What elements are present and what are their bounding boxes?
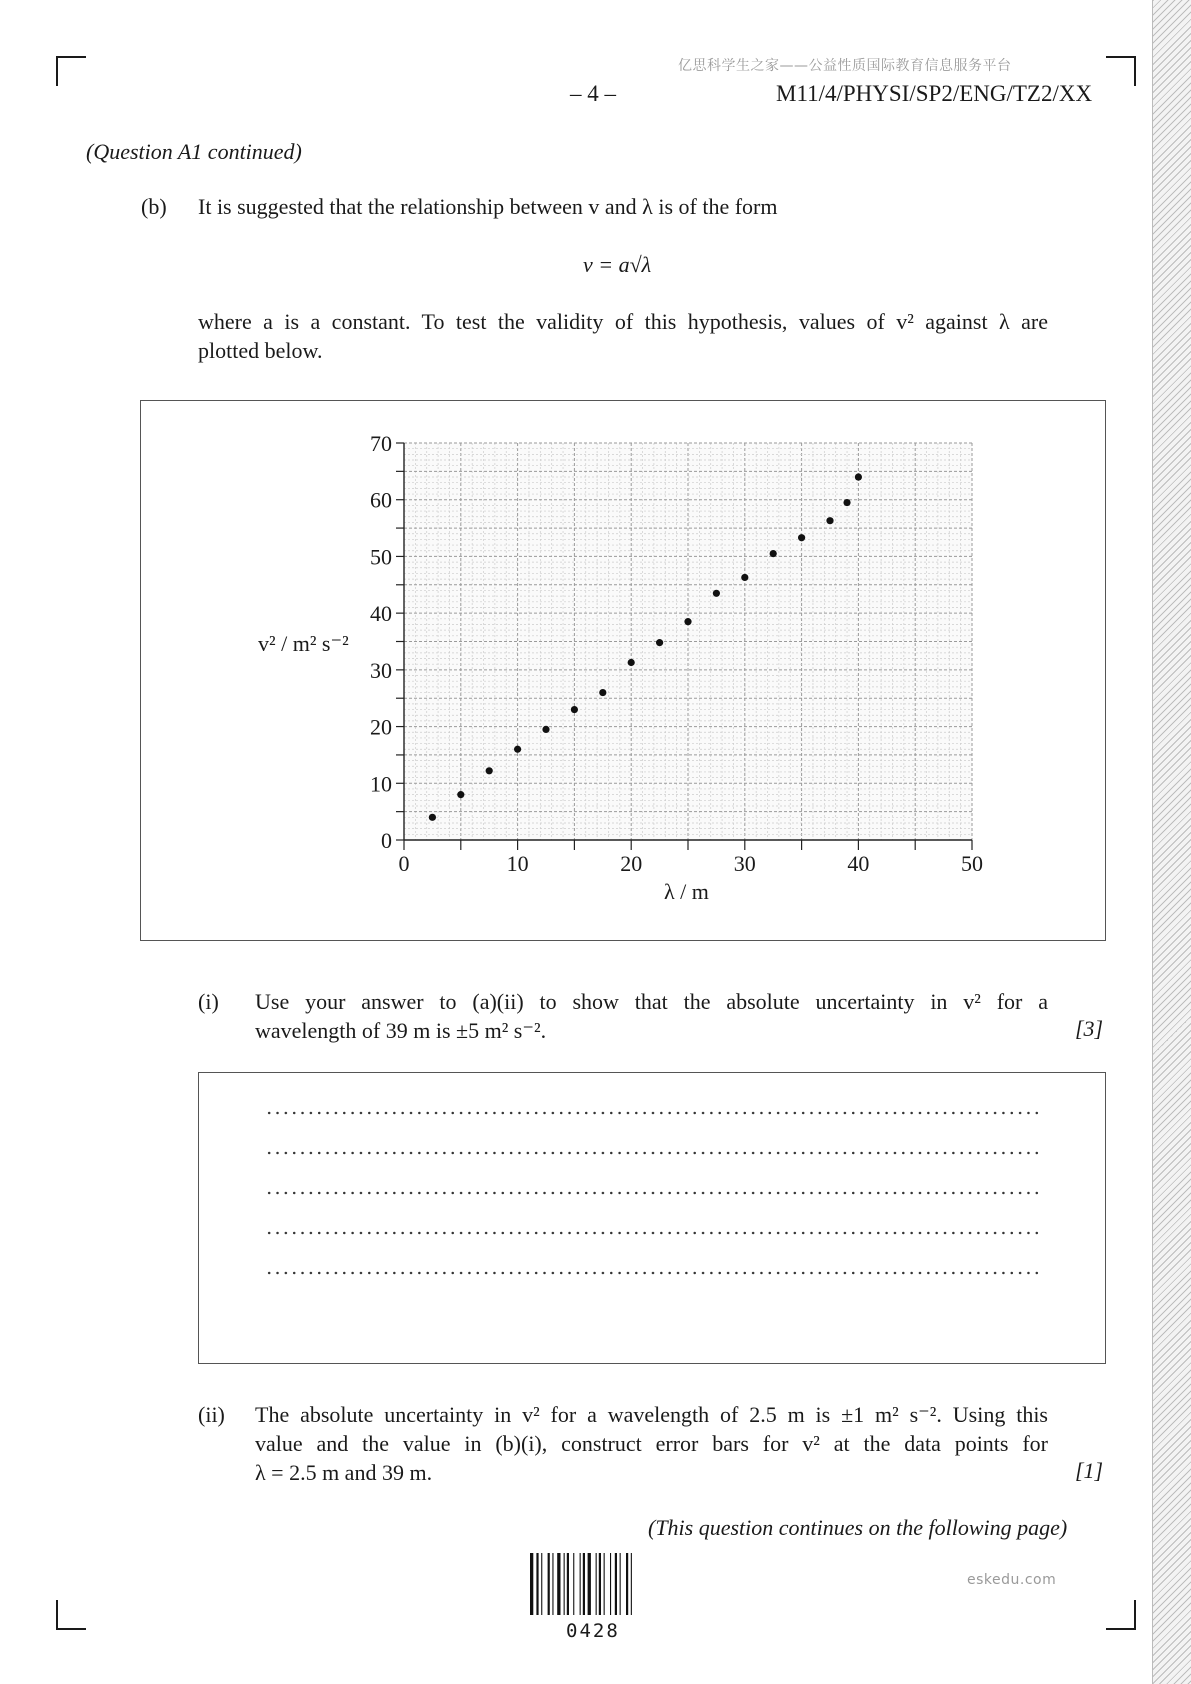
barcode-bar — [615, 1553, 617, 1615]
chart-grid — [404, 443, 972, 840]
data-point — [656, 639, 663, 646]
data-point — [486, 767, 493, 774]
data-point — [770, 550, 777, 557]
answer-line-5[interactable] — [265, 1270, 1040, 1276]
question-continued-label: (Question A1 continued) — [86, 139, 302, 164]
barcode-bar — [631, 1553, 632, 1615]
x-tick-label: 50 — [961, 851, 983, 876]
footer-site: eskedu.com — [967, 1572, 1057, 1588]
barcode-bar — [573, 1553, 574, 1615]
x-tick-label: 10 — [506, 851, 529, 876]
data-point — [628, 659, 635, 666]
barcode-bar — [564, 1553, 565, 1615]
barcode-bar — [552, 1553, 553, 1615]
data-point — [843, 499, 850, 506]
answer-line-4[interactable] — [265, 1230, 1040, 1236]
barcode-bar — [580, 1553, 581, 1615]
header-watermark: 亿思科学生之家——公益性质国际教育信息服务平台 — [678, 58, 1012, 74]
data-point — [542, 726, 549, 733]
data-point — [741, 574, 748, 581]
y-tick-label: 50 — [370, 544, 392, 570]
barcode-bar — [588, 1553, 591, 1615]
part-b-label: (b) — [141, 194, 167, 219]
relationship-equation: v = a√λ — [583, 252, 652, 277]
data-point — [826, 517, 833, 524]
data-point — [855, 473, 862, 480]
y-tick-label: 10 — [370, 771, 392, 797]
part-b-text-line1: where a is a constant. To test the validity of this hypothesis, values of v² against λ are — [198, 309, 1048, 334]
answer-line-1[interactable] — [265, 1110, 1040, 1116]
part-ii-line3: λ = 2.5 m and 39 m. — [255, 1460, 433, 1485]
barcode-bar — [626, 1553, 628, 1615]
x-tick-label: 0 — [398, 851, 410, 876]
y-tick-label: 70 — [370, 431, 392, 456]
barcode-bar — [567, 1553, 569, 1615]
part-ii-label: (ii) — [198, 1402, 225, 1427]
x-tick-label: 30 — [733, 851, 756, 876]
part-ii-line2: value and the value in (b)(i), construct error bars for v² at the data points for — [255, 1431, 1048, 1456]
answer-line-3[interactable] — [265, 1190, 1040, 1196]
barcode-bar — [620, 1553, 621, 1615]
continues-note: (This question continues on the following page) — [648, 1515, 1068, 1540]
y-axis-label: v² / m² s⁻² — [258, 631, 349, 656]
x-tick-label: 40 — [847, 851, 870, 876]
x-tick-label: 20 — [620, 851, 643, 876]
barcode-bar — [536, 1553, 538, 1615]
barcode-bar — [604, 1553, 605, 1615]
barcode-bar — [530, 1553, 533, 1615]
data-point — [429, 814, 436, 821]
data-point — [713, 590, 720, 597]
data-point — [514, 746, 521, 753]
part-i-line1: Use your answer to (a)(ii) to show that the absolute uncertainty in v² for a — [255, 989, 1048, 1014]
part-ii-marks: [1] — [1075, 1458, 1104, 1483]
data-point — [457, 791, 464, 798]
y-tick-label: 60 — [370, 487, 392, 513]
part-i-label: (i) — [198, 989, 219, 1014]
part-b-intro: It is suggested that the relationship between v and λ is of the form — [198, 194, 778, 219]
barcode-bar — [599, 1553, 601, 1615]
y-tick-label: 40 — [370, 601, 392, 627]
y-tick-label: 30 — [370, 657, 392, 683]
y-tick-label: 20 — [370, 714, 392, 740]
barcode-bar — [596, 1553, 597, 1615]
y-tick-label: 0 — [381, 828, 392, 853]
barcode-bar — [541, 1553, 542, 1615]
data-point — [571, 706, 578, 713]
barcode-bar — [548, 1553, 550, 1615]
answer-line-2[interactable] — [265, 1150, 1040, 1156]
part-b-text-line2: plotted below. — [198, 338, 323, 363]
barcode-number: 0428 — [566, 1620, 620, 1642]
barcode-bar — [557, 1553, 560, 1615]
part-i-line2: wavelength of 39 m is ±5 m² s⁻². — [255, 1018, 547, 1043]
barcode — [530, 1553, 662, 1617]
x-axis-label: λ / m — [664, 879, 709, 904]
part-i-marks: [3] — [1075, 1016, 1104, 1041]
data-point — [798, 534, 805, 541]
barcode-bar — [610, 1553, 611, 1615]
data-point — [599, 689, 606, 696]
data-point — [684, 618, 691, 625]
paper-code: M11/4/PHYSI/SP2/ENG/TZ2/XX — [776, 81, 1093, 106]
page-number: – 4 – — [570, 81, 616, 106]
part-ii-line1: The absolute uncertainty in v² for a wavelength of 2.5 m is ±1 m² s⁻². Using this — [255, 1402, 1048, 1427]
barcode-bar — [583, 1553, 585, 1615]
